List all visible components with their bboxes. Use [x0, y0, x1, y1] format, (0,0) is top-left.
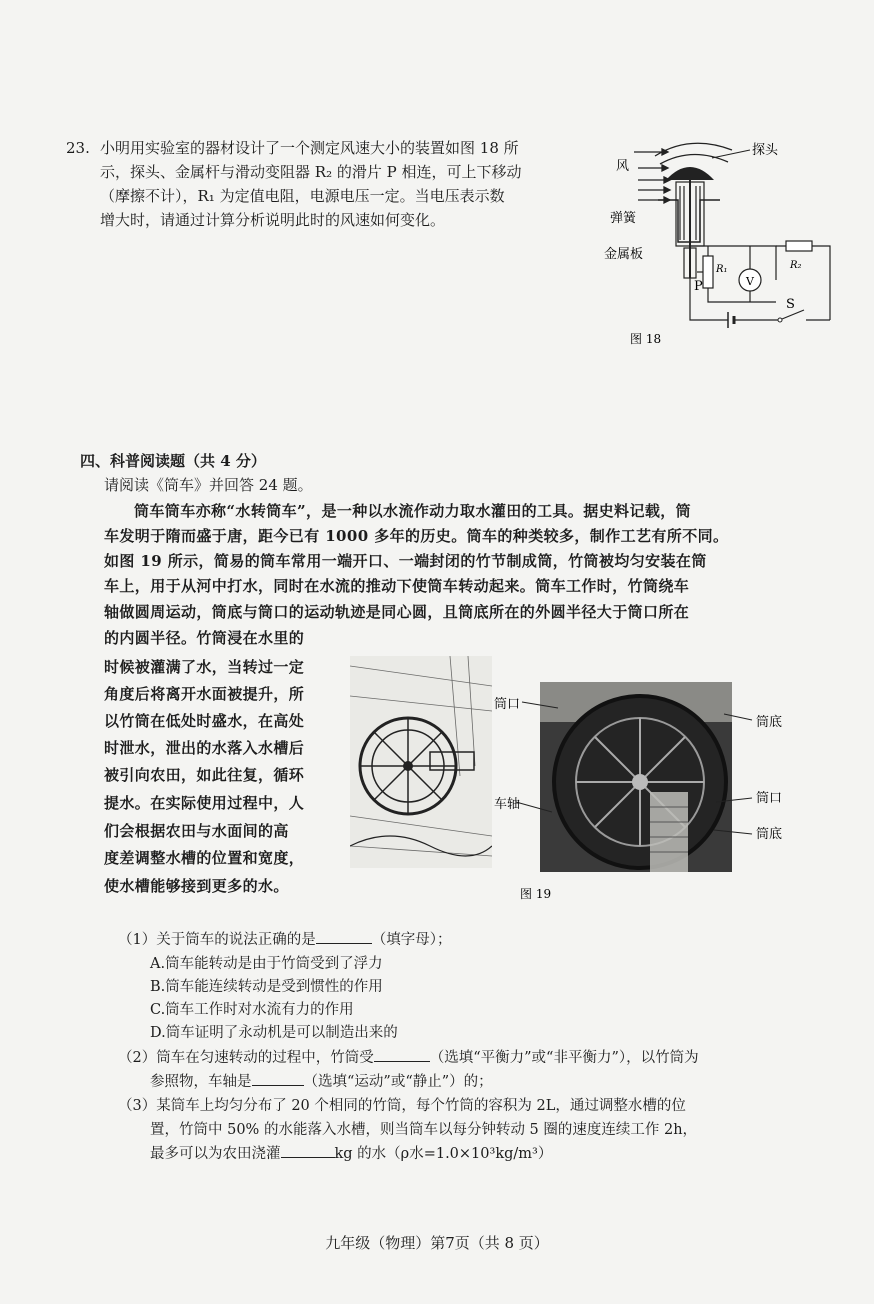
figure-19-caption: 图 19 [520, 887, 552, 901]
question-number: 23. [66, 139, 90, 157]
passage-side-line: 时候被灌满了水，当转过一定 [104, 658, 305, 676]
wind-arrows [634, 149, 670, 203]
passage-line: 的内圆半径。竹筒浸在水里的 [104, 629, 305, 647]
question-24-3-cont: 置，竹筒中 50% 的水能落入水槽，则当筒车以每分钟转动 5 圈的速度连续工作 2h， [150, 1122, 698, 1138]
label-tube-mouth: 筒口 [756, 791, 783, 806]
probe-shape [666, 167, 714, 180]
question-text: （填字母）； [371, 932, 452, 948]
option-b: B.筒车能连续转动是受到惯性的作用 [150, 979, 383, 995]
question-24-3-cont [150, 1142, 552, 1163]
label-slider-p: P [694, 279, 703, 294]
question-24-2 [118, 1046, 699, 1067]
label-tube-mouth: 筒口 [494, 697, 521, 712]
figure-19-labels [494, 680, 794, 910]
passage-side-line: 以竹筒在低处时盛水，在高处 [104, 712, 305, 730]
question-text: （选填“平衡力”或“非平衡力”），以竹筒为 [429, 1050, 699, 1066]
passage-side-line: 提水。在实际使用过程中，人 [104, 794, 305, 812]
figure-18-caption: 图 18 [630, 332, 662, 346]
passage-line: 轴做圆周运动，筒底与筒口的运动轨迹是同心圆，且筒底所在的外圆半径大于筒口所在 [104, 603, 690, 621]
passage-side-line: 时泄水，泄出的水落入水槽后 [104, 739, 305, 757]
passage-side-line: 们会根据农田与水面间的高 [104, 822, 289, 840]
label-voltmeter: V [746, 275, 754, 288]
section-intro: 请阅读《筒车》并回答 24 题。 [104, 476, 313, 494]
question-text-line: （摩擦不计），R₁ 为定值电阻，电源电压一定。当电压表示数 [100, 187, 505, 205]
resistor-r2 [786, 241, 812, 251]
passage-side-line: 被引向农田，如此往复，循环 [104, 766, 305, 784]
question-text: （1）关于筒车的说法正确的是 [118, 932, 316, 948]
question-24-1 [118, 928, 451, 949]
label-wind: 风 [616, 159, 630, 174]
answer-blank[interactable] [316, 929, 372, 944]
label-switch: S [786, 297, 795, 312]
label-spring: 弹簧 [610, 211, 637, 226]
passage-line: 如图 19 所示，简易的筒车常用一端开口、一端封闭的竹节制成筒，竹筒被均匀安装在筒 [104, 552, 707, 570]
answer-blank[interactable] [252, 1071, 304, 1086]
answer-blank[interactable] [281, 1143, 335, 1158]
figure-18-circuit [600, 132, 850, 352]
answer-blank[interactable] [374, 1047, 430, 1062]
question-text: kg 的水（ρ水=1.0×10³kg/m³） [334, 1146, 553, 1162]
question-text: 最多可以为农田浇灌 [150, 1146, 281, 1162]
label-metal-plate: 金属板 [604, 247, 644, 262]
page-footer: 九年级（物理）第7页（共 8 页） [325, 1234, 549, 1252]
passage-side-line: 度差调整水槽的位置和宽度， [104, 849, 305, 867]
passage-line: 筒车筒车亦称“水转筒车”，是一种以水流作动力取水灌田的工具。据史料记载，筒 [134, 502, 692, 520]
question-24-3: （3）某筒车上均匀分布了 20 个相同的竹筒，每个竹筒的容积为 2L，通过调整水槽的位 [118, 1098, 686, 1114]
question-text: 参照物，车轴是 [150, 1074, 252, 1090]
option-d: D.筒车证明了永动机是可以制造出来的 [150, 1025, 398, 1041]
water-wheel-drawing [350, 656, 492, 868]
passage-side-line: 角度后将离开水面被提升，所 [104, 685, 305, 703]
question-text: （选填“运动”或“静止”）的； [303, 1074, 493, 1090]
passage-line: 车上，用于从河中打水，同时在水流的推动下使筒车转动起来。筒车工作时，竹筒绕车 [104, 577, 690, 595]
option-a: A.筒车能转动是由于竹筒受到了浮力 [150, 956, 383, 972]
question-text-line: 增大时，请通过计算分析说明此时的风速如何变化。 [100, 211, 446, 229]
passage-line: 车发明于隋而盛于唐，距今已有 1000 多年的历史。筒车的种类较多，制作工艺有所不同。 [104, 527, 729, 545]
label-r2: R₂ [790, 260, 802, 271]
passage-side-line: 使水槽能够接到更多的水。 [104, 877, 289, 895]
section-title: 四、科普阅读题（共 4 分） [80, 452, 266, 470]
question-text-line: 小明用实验室的器材设计了一个测定风速大小的装置如图 18 所 [100, 139, 519, 157]
label-r1: R₁ [716, 264, 728, 275]
label-tube-bottom: 筒底 [756, 715, 783, 730]
question-text-line: 示，探头、金属杆与滑动变阻器 R₂ 的滑片 P 相连，可上下移动 [100, 163, 522, 181]
label-axle: 车轴 [494, 797, 521, 812]
question-text: （2）筒车在匀速转动的过程中，竹筒受 [118, 1050, 374, 1066]
question-24-2-cont [150, 1070, 493, 1091]
label-probe: 探头 [752, 143, 779, 158]
label-tube-bottom: 筒底 [756, 827, 783, 842]
option-c: C.筒车工作时对水流有力的作用 [150, 1002, 354, 1018]
